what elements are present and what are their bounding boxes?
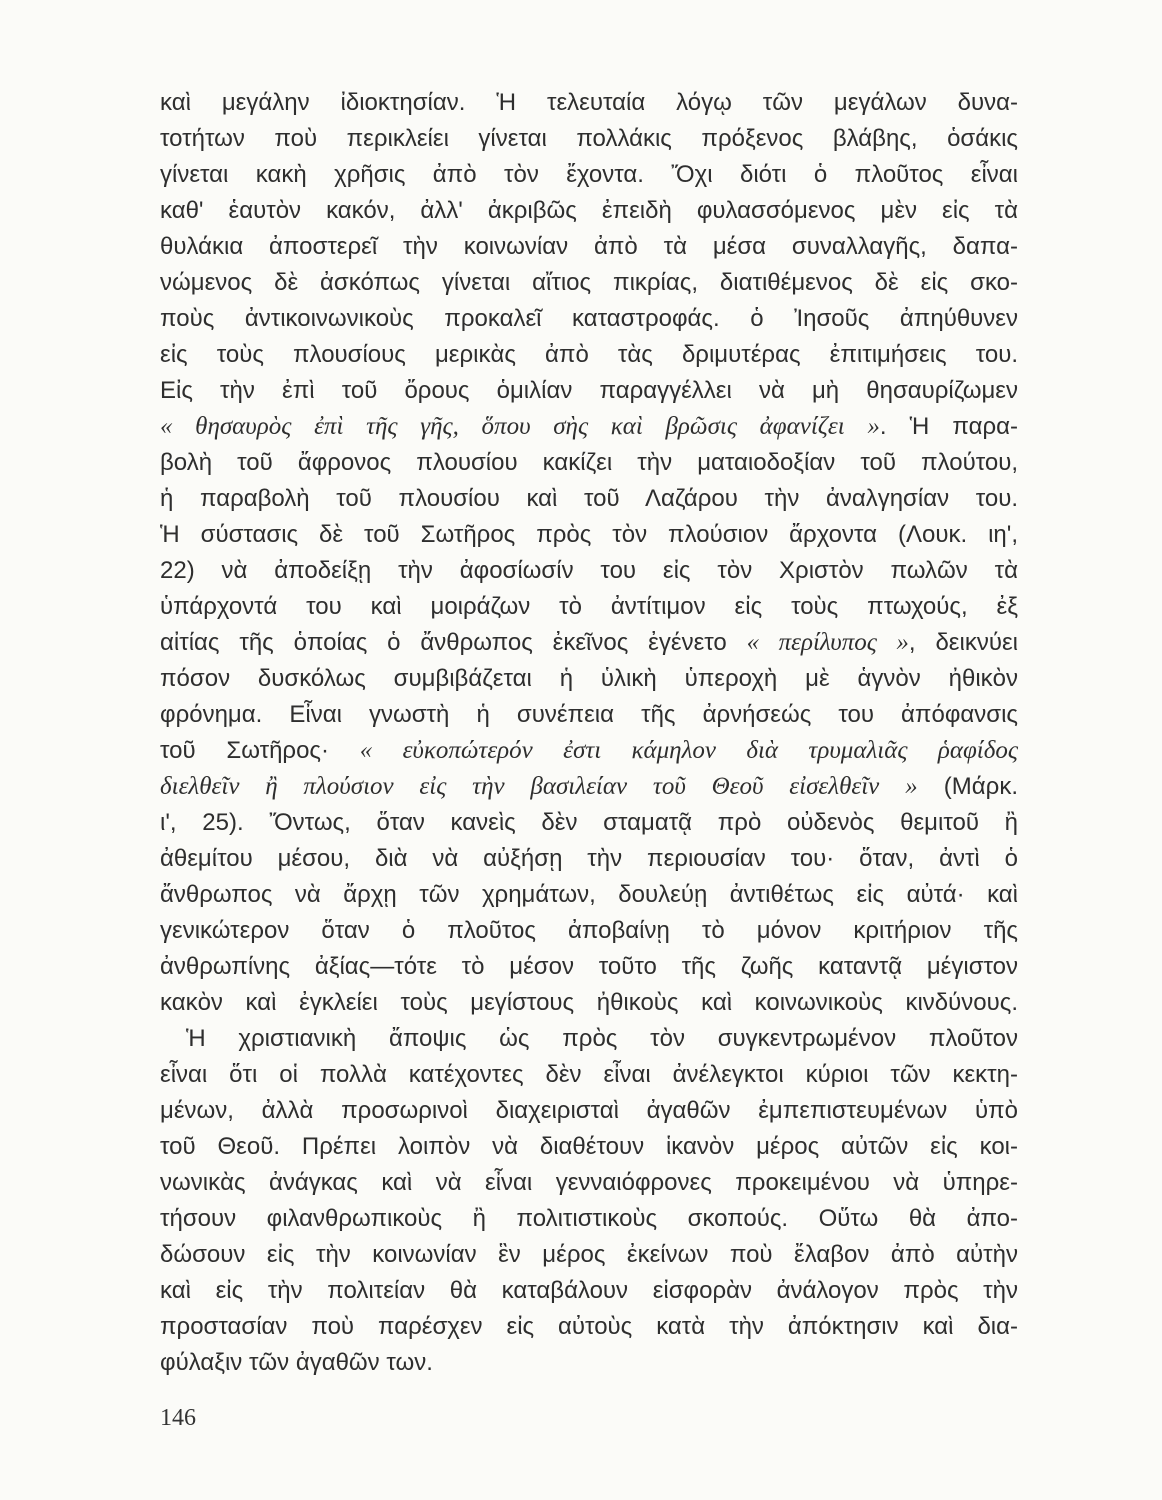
text-line <box>160 553 1018 589</box>
text-segment: ὑπάρχοντά του καὶ μοιράζων τὸ ἀντίτιμον εἰς τοὺς πτωχούς, ἐξ <box>160 593 1018 620</box>
text-line <box>160 805 1018 841</box>
text-segment: καὶ εἰς τὴν πολιτείαν θὰ καταβάλουν εἰσφορὰν ἀνάλογον πρὸς τὴν <box>160 1277 1018 1304</box>
text-line <box>160 1021 1018 1057</box>
quotation: « θησαυρὸς ἐπὶ τῆς γῆς, ὅπου σὴς καὶ βρῶσις ἀφανίζει » <box>160 413 880 440</box>
text-segment: εἰς τοὺς πλουσίους μερικὰς ἀπὸ τὰς δριμυτέρας ἐπιτιμήσεις του. <box>160 341 1018 368</box>
quotation: « εὐκοπώτερόν ἐστι κάμηλον διὰ τρυμαλιᾶς ῥαφίδος <box>359 737 1018 764</box>
text-line <box>160 589 1018 625</box>
text-line <box>160 985 1018 1021</box>
text-line <box>160 1093 1018 1129</box>
text-segment: τοτήτων ποὺ περικλείει γίνεται πολλάκις πρόξενος βλάβης, ὁσάκις <box>160 125 1018 152</box>
quotation: « περίλυπος » <box>746 629 909 656</box>
text-segment: Εἰς τὴν ἐπὶ τοῦ ὄρους ὁμιλίαν παραγγέλλει νὰ μὴ θησαυρίζωμεν <box>160 377 1018 404</box>
page-number: 146 <box>160 1405 196 1431</box>
text-line <box>160 409 1018 445</box>
text-line <box>160 1273 1018 1309</box>
text-segment: τοῦ Θεοῦ. Πρέπει λοιπὸν νὰ διαθέτουν ἱκανὸν μέρος αὐτῶν εἰς κοι- <box>160 1133 1018 1160</box>
text-segment: Ἡ χριστιανικὴ ἄποψις ὡς πρὸς τὸν συγκεντρωμένον πλοῦτον <box>186 1025 1018 1052</box>
text-line <box>160 481 1018 517</box>
text-line <box>160 913 1018 949</box>
text-line <box>160 229 1018 265</box>
text-line <box>160 697 1018 733</box>
text-segment: φύλαξιν τῶν ἀγαθῶν των. <box>160 1349 433 1376</box>
text-segment: , δεικνύει <box>908 629 1018 656</box>
text-line <box>160 1345 1018 1381</box>
text-segment: ποὺς ἀντικοινωνικοὺς προκαλεῖ καταστροφάς. ὁ Ἰησοῦς ἀπηύθυνεν <box>160 305 1018 332</box>
text-segment: δώσουν εἰς τὴν κοινωνίαν ἓν μέρος ἐκείνων ποὺ ἔλαβον ἀπὸ αὐτὴν <box>160 1241 1018 1268</box>
text-segment: ἡ παραβολὴ τοῦ πλουσίου καὶ τοῦ Λαζάρου τὴν ἀναλγησίαν του. <box>160 485 1018 512</box>
text-line <box>160 157 1018 193</box>
text-line <box>160 1057 1018 1093</box>
text-segment: ι', 25). Ὄντως, ὅταν κανεὶς δὲν σταματᾷ πρὸ οὐδενὸς θεμιτοῦ ἢ <box>160 809 1018 836</box>
text-segment: κακὸν καὶ ἐγκλείει τοὺς μεγίστους ἠθικοὺς καὶ κοινωνικοὺς κινδύνους. <box>160 989 1018 1016</box>
body-text <box>160 85 1018 1381</box>
text-segment: τήσουν φιλανθρωπικοὺς ἢ πολιτιστικοὺς σκοπούς. Οὕτω θὰ ἀπο- <box>160 1205 1018 1232</box>
text-line <box>160 841 1018 877</box>
text-segment: πόσον δυσκόλως συμβιβάζεται ἡ ὑλικὴ ὑπεροχὴ μὲ ἁγνὸν ἠθικὸν <box>160 665 1018 692</box>
text-segment: νωνικὰς ἀνάγκας καὶ νὰ εἶναι γενναιόφρονες προκειμένου νὰ ὑπηρε- <box>160 1169 1018 1196</box>
text-segment: . Ἡ παρα- <box>879 413 1018 440</box>
text-line <box>160 265 1018 301</box>
text-line <box>160 1129 1018 1165</box>
text-line <box>160 193 1018 229</box>
text-line <box>160 301 1018 337</box>
text-segment: προστασίαν ποὺ παρέσχεν εἰς αὐτοὺς κατὰ τὴν ἀπόκτησιν καὶ δια- <box>160 1313 1018 1340</box>
text-line <box>160 769 1018 805</box>
text-segment: νώμενος δὲ ἀσκόπως γίνεται αἴτιος πικρίας, διατιθέμενος δὲ εἰς σκο- <box>160 269 1018 296</box>
text-segment: ἀθεμίτου μέσου, διὰ νὰ αὐξήσῃ τὴν περιουσίαν του· ὅταν, ἀντὶ ὁ <box>160 845 1018 872</box>
text-line <box>160 733 1018 769</box>
text-line <box>160 877 1018 913</box>
text-segment: 22) νὰ ἀποδείξῃ τὴν ἀφοσίωσίν του εἰς τὸν Χριστὸν πωλῶν τὰ <box>160 557 1018 584</box>
text-segment: καθ' ἑαυτὸν κακόν, ἀλλ' ἀκριβῶς ἐπειδὴ φυλασσόμενος μὲν εἰς τὰ <box>160 197 1018 224</box>
text-segment: εἶναι ὅτι οἱ πολλὰ κατέχοντες δὲν εἶναι ἀνέλεγκτοι κύριοι τῶν κεκτη- <box>160 1061 1018 1088</box>
text-line <box>160 1201 1018 1237</box>
text-segment: γίνεται κακὴ χρῆσις ἀπὸ τὸν ἔχοντα. Ὄχι διότι ὁ πλοῦτος εἶναι <box>160 161 1018 188</box>
text-segment: αἰτίας τῆς ὁποίας ὁ ἄνθρωπος ἐκεῖνος ἐγένετο <box>160 629 747 656</box>
text-line <box>160 625 1018 661</box>
text-segment: (Μάρκ. <box>917 773 1018 800</box>
text-line <box>160 85 1018 121</box>
text-segment: θυλάκια ἀποστερεῖ τὴν κοινωνίαν ἀπὸ τὰ μέσα συναλλαγῆς, δαπα- <box>160 233 1018 260</box>
text-line <box>160 121 1018 157</box>
text-segment: καὶ μεγάλην ἰδιοκτησίαν. Ἡ τελευταία λόγῳ τῶν μεγάλων δυνα- <box>160 89 1018 116</box>
text-segment: γενικώτερον ὅταν ὁ πλοῦτος ἀποβαίνῃ τὸ μόνον κριτήριον τῆς <box>160 917 1018 944</box>
text-segment: ἄνθρωπος νὰ ἄρχῃ τῶν χρημάτων, δουλεύῃ ἀντιθέτως εἰς αὐτά· καὶ <box>160 881 1018 908</box>
text-line <box>160 661 1018 697</box>
text-line <box>160 949 1018 985</box>
text-line <box>160 373 1018 409</box>
quotation: διελθεῖν ἢ πλούσιον εἰς τὴν βασιλείαν τοῦ Θεοῦ εἰσελθεῖν » <box>160 773 918 800</box>
text-line <box>160 517 1018 553</box>
text-line <box>160 445 1018 481</box>
text-segment: ἀνθρωπίνης ἀξίας—τότε τὸ μέσον τοῦτο τῆς ζωῆς καταντᾷ μέγιστον <box>160 953 1018 980</box>
text-segment: μένων, ἀλλὰ προσωρινοὶ διαχειρισταὶ ἀγαθῶν ἐμπεπιστευμένων ὑπὸ <box>160 1097 1018 1124</box>
text-segment: βολὴ τοῦ ἄφρονος πλουσίου κακίζει τὴν ματαιοδοξίαν τοῦ πλούτου, <box>160 449 1018 476</box>
text-segment: φρόνημα. Εἶναι γνωστὴ ἡ συνέπεια τῆς ἀρνήσεώς του ἀπόφανσις <box>160 701 1018 728</box>
text-line <box>160 1309 1018 1345</box>
text-segment: Ἡ σύστασις δὲ τοῦ Σωτῆρος πρὸς τὸν πλούσιον ἄρχοντα (Λουκ. ιη', <box>160 521 1018 548</box>
text-line <box>160 1165 1018 1201</box>
text-line <box>160 1237 1018 1273</box>
text-line <box>160 337 1018 373</box>
text-segment: τοῦ Σωτῆρος· <box>160 737 360 764</box>
